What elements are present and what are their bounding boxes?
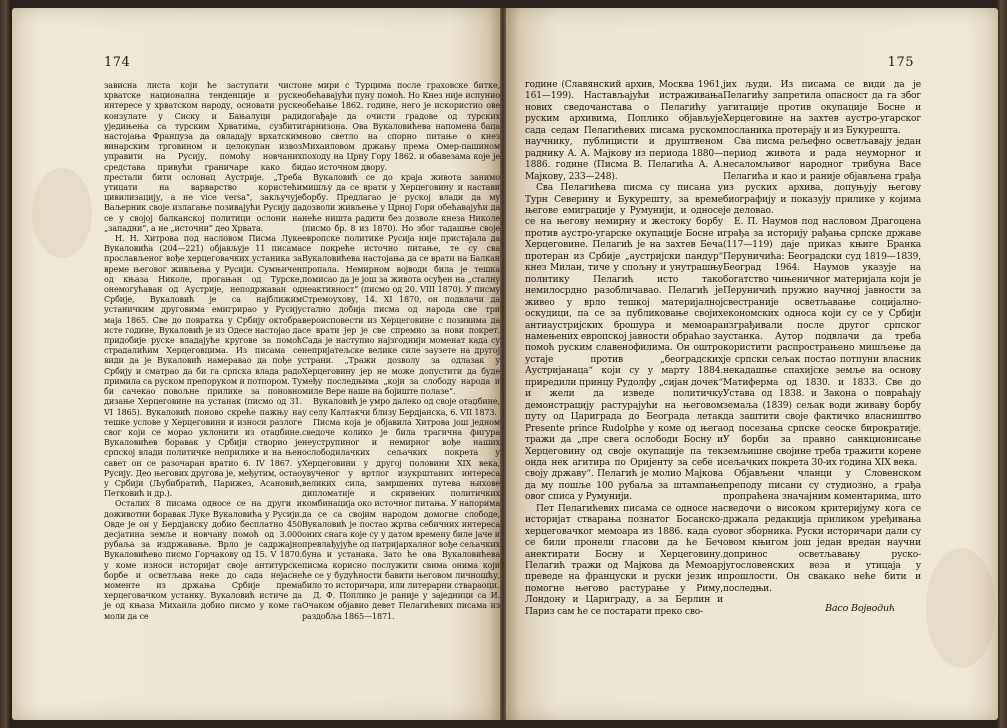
paragraph: Објављени чланци у Словенском преподу писани су студиозно, а грађа пропраћена значајним коментарима, што сведочи о високом критеријуму кога се држала редакција приликом уређивања овог зборника. Руски историчари дали су овом књигом још један вредан научни допринос осветљавању руско-југословенских веза и утицаја у прошлости. Он свакако неће бити и последњи. <box>723 469 921 594</box>
paragraph: Вукаловић се до краја живота занимо мишљу да се врати у Херцеговину и настави борбу. Предлагао је руској влади да му дозволи живљење у Црној Гори обећавајући да неће ништа радити без дозволе кнеза Николе (писмо бр. 8 из 1870). Но због тадашње своје европске политике Русија није пристајала да се покреће источно питање, те су сва Вукаловићева настојања да се врати на Балкан пропала. Немирном војводи била је тешка помисао да је још за живота осуђен на „сталну неактивност“ (писмо од 20. VIII 1870). У писму Стремоухову, 14. XI 1870, он подвлачи да стално добија писма од народа све три вероисповести из Херцеговине с позивима да се врати јер је све спремно за нови покрет. Сада је наступио најзгоднији моменат када су непријатељске велике силе заузете на другој страни. „Тражи дозволу за одлазак у Херцеговину јер не може допустити да буде међу последњима „који за слободу народа и миле Вере наше на бојиште полазе“. <box>302 171 500 397</box>
paper-stain <box>926 548 996 668</box>
left-page-column-1 <box>104 80 302 621</box>
paragraph: јих људи. Из писама се види да је Пелагићу запретила опасност да га због агитације против окупације Босне и Херцеговине на захтев аустро-угарског посланика протерају и из Букурешта. <box>723 80 921 136</box>
paragraph: Е. П. Наумов под насловом Драгоцена грађа за историју рађања српске државе (117—119) даје приказ књиге Бранка Перуничића: Београдски суд 1819—1839, Београд 1964. Наумов указује на богатство чињеничног материјала који је Перуничић пружио научној јавности за свестраније осветљавање социјално-економских односа који су се у Србији изграђивали после другог српског устанка. Аутор подвлачи да треба користити распрострањено мишљење да је српски сељак постао потпуни власник некадашње спахијске земље на основу Матиферма од 1830. и 1833. Све до Устава од 1838. и Закона о повраћају земаља (1839) сељак води живаву борбу да заштити своје фактичко власништво од посезања српске сеоске бирократије. У борби за правно санкционисање земљишне својине треба тражити корене сељачких покрета 30-их година XIX века. <box>723 217 921 468</box>
page-number-left: 174 <box>104 55 131 70</box>
right-page-column-2 <box>723 80 921 615</box>
right-page <box>506 8 998 720</box>
author-signature: Васо Војводић <box>825 603 895 615</box>
page-number-right: 175 <box>887 55 914 70</box>
paragraph: Вукаловић је умро далеко од своје отаџбине, у селу Калтакчи близу Бердјанска, 6. VII 1873. <box>302 396 500 417</box>
paragraph: Д. Ф. Поплико је раније у заједници са И. Очаком објавио девет Пелагићевих писама из раздобља 1865—1871. <box>302 590 500 621</box>
paragraph: Писма која је објавила Хитрова још једном сведоче колико је била трагична фигура неуструпиног и немирног вође наших ослободилачких сељачких покрета у Херцеговини у другој половини XIX века, увученог у вртлог изукрштаних интереса великих сила, замршених путева њихове дипломатије и скривених политичких комбинација око источног питања. У напорима да се са својим народом домогне слободе, Вукаловић је постао жртва себичних интереса оних снага које су у датом времену биле јаче и превлађујуће од патријархалног вође сељачких буна и устанака. Зато ће ова Вукаловићева писма корисно послужити свима онима који ће се у будућности бавити његовом личношћу, било то историчари, или литерарни ствараоци. <box>302 416 500 590</box>
left-page-column-2 <box>302 80 500 621</box>
paragraph: Сва Пелагићева писма су писана у Турн Северину и Букурешту, за време његове емиграције у Румунији, и односе се на његову немирну и жестоку борбу против аустро-угарске окупације Босне и Херцеговине. Пелагић је на захтев Беча протеран из Србије „аустријски пандур“ кнез Милан, тиче у спољну и унутрашњу политику Пелагић исто тако немилосрдно разобличавао. Пелагић је живео у врло тешкој материјалној оскудици, па се за публиковање својих антиаустријских брошура и мемоара намењених европској јавности обраћао за помоћ руским славенофилима. Он оштро устаје против „београдских Аустријанаца“ који су у марту 1884. приредили принцу Рудолфу „сијан дочек“ и жели да изведе политичку демонстрацију растурајући на његовом путу од Цариграда до Београда летак Presente prince Rudolphe у коме од њега тражи да „пре свега ослободи Босну и Херцеговину од своје окупације па тек онда нек агитира по Оријенту за себе и своју државу“. Пелагић је молио Мајкова да му пошље 100 рубаља за штампање овог списа у Румунији. <box>525 183 723 503</box>
paragraph: не мири с Турцима после граховске битке, обећавајући пуну помоћ. Но Кнез није испунио обећање 1862. године, него је искористио ове догађаје да очисти градове од турских гарнизона. Ова Вукаловићева напомена баца ново светло на спорно питање о кнез Михаиловом држању према Омер-пашином походу на Црну Гору 1862. и обавезама које је дао источном двору. <box>302 80 500 172</box>
right-page-column-1 <box>525 80 723 618</box>
left-page <box>12 8 500 720</box>
paragraph: Сва писма рељефно осветљавају један период живота и рада неуморног и несаломљивог народног трибуна Васе Пелагића и као и раније објављена грађа из руских архива, допуњују његову биографију и показују прилике у којима је деловао. <box>723 137 921 216</box>
paragraph: Осталих 8 писама односе се на други и доживотни боравак Луке Вукаловића у Русији. Овде је он у Бердјанску добио бесплатно 450 десјатина земље и новчану помоћ од 3.000 рубаља за издржавање. Врло је садржајно Вукаловићево писмо Горчакову од 15. V 1870. у коме износи историјат своје антитурске борбе и осветљава неке до сада нејасне моменте из држања Србије према херцеговачком устанку. Вукаловић истиче да је од књаза Михаила добио писмо у коме га моли да се <box>104 498 302 621</box>
paper-stain <box>32 168 92 258</box>
paragraph: Пет Пелагићевих писама се односе на историјат стварања познатог Босанско-херцеговачког мемоара из 1886. када су се били пронели гласови да ће Беч анектирати Босну и Херцеговину. Пелагић тражи од Мајкова да Мемоар преведе на француски и руски језик и помогне његово растурање у Риму, Лондону и Цариграду, а за Берлин и Париз сам ће се постарати преко сво- <box>525 503 723 617</box>
paragraph: зависна листа који ће заступати чисто хрватске национална тенденције и руске интересе у хрватском народу, основати руске конзулате у Сиску и Бањалуци ради уједињења са турским Хрватима, сузбити настојања Француза да овладају врхатским винарским трговином и целокупан извоз управити на Русију, помоћу новчаних средстава привући граничаре како би престали бити ослонац Аустрије. „Треба утицати на варварство користећи цивилизацију, а не vice versa“, закључује Ваљерник своје излагање позивајући Русију да се у својој балканској политици ослони на „западни“, а не „источни“ део Хрвата. <box>104 80 302 233</box>
paragraph: године (Славянский архив, Москва 1961, 161—199). Настављајући истраживања нових сведочанстава о Пелагићу у руским архивима, Поплико објављује сада седам Пелагићевих писама руском научнику, публицисти и друштвеном раднику А. А. Мајкову из периода 1880—1886. године (Писма В. Пелагића А. А. Мајкову, 233—248). <box>525 80 723 182</box>
paragraph: Н. Н. Хитрова под насловом Писма Луке Вукаловића (204—221) објављује 11 писама прослављеног вође херцеговачких устаника за време његовог живљења у Русији. Сумњичен од књаза Николе, прогањан од Турске, онемогућаван од Аустрије, неподржаван од Србије, Вукаловић је са најближим устаничким друговима емигрирао у Русију маја 1865. Све до повратка у Србију октобра исте године, Вукаловић је из Одесе настојао да придобије руске владајуће кругове за помоћ страдалићим Херцеговцима. Из писама се види да је Вукаловић намеравао да пође у Србију и сматрао да би га српска влада радо примила са руском препоруком и потпором. Ту би сачекао повољне прилике за поновно дизање Херцеговине на устанак (писмо од 31. VI 1865). Вукаловић поново скреће пажњу на тешке услове у Херцеговини и износи разлоге свог који се морао уклонити из отаџбине. Вукаловићев боравак у Србији створио је српској влади политичке неприлике и на њен савет он се разочаран вратио 6. IV 1867. у Русију. Део његових другова је, међутим, остао у Србији (Љубибратић, Парижез, Асановић, Петковић и др.). <box>104 233 302 499</box>
